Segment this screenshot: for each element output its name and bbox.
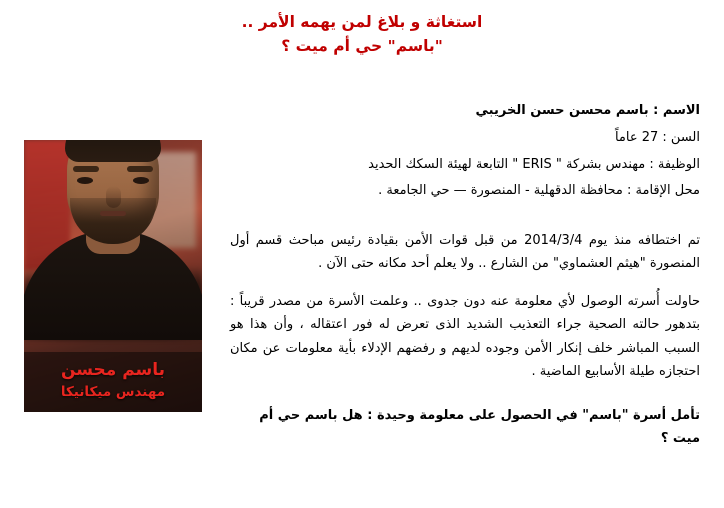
- figure-eyebrow-right: [127, 166, 153, 172]
- info-row-age: السن : 27 عاماً: [614, 129, 700, 145]
- poster-content: [230, 100, 700, 451]
- info-row-job: الوظيفة : مهندس بشركة " ERIS " التابعة لهيئة السكك الحديد: [368, 156, 700, 172]
- photo-caption: [24, 352, 202, 412]
- photo-caption-name: باسم محسن: [60, 360, 166, 380]
- closing-statement: تأمل أسرة "باسم" في الحصول على معلومة وحيدة : هل باسم حي أم ميت ؟: [259, 408, 700, 447]
- body-paragraph-2: حاولت أُسرته الوصول لأي معلومة عنه دون جدوى .. وعلمت الأسرة من مصدر قريباً : بتدهور حالته الصحية جراء التعذيب الشديد الذى تعرض له فور اعتقاله ، وأن هذا هو السبب المباشر خلف إنكار الأمن وجوده لديهم و رفضهم الإدلاء بأية معلومات عن مكان احتجازه طيلة الأسابيع الماضية .: [230, 293, 700, 379]
- photo-block: [24, 140, 202, 412]
- info-row-name: الاسم : باسم محسن حسن الخريبي: [475, 103, 700, 118]
- figure-eye-left: [77, 177, 93, 184]
- body-paragraph-1: تم اختطافه منذ يوم 2014/3/4 من قبل قوات الأمن بقيادة رئيس مباحث قسم أول المنصورة "هيثم العشماوي" من الشارع .. ولا يعلم أحد مكانه حتى الآن .: [230, 233, 700, 272]
- portrait-photo: [24, 140, 202, 412]
- poster-header: [0, 10, 724, 58]
- header-line-2: "باسم" حي أم ميت ؟: [281, 37, 443, 56]
- person-info-list: [230, 100, 700, 203]
- info-row-residence: محل الإقامة : محافظة الدقهلية - المنصورة — حي الجامعة .: [378, 183, 700, 199]
- figure-mouth: [100, 211, 126, 216]
- figure-eye-right: [133, 177, 149, 184]
- figure-eyebrow-left: [73, 166, 99, 172]
- header-line-1: استغاثة و بلاغ لمن يهمه الأمر ..: [241, 13, 483, 31]
- figure-hair: [65, 140, 161, 162]
- photo-caption-job: مهندس ميكانيكا: [60, 384, 166, 400]
